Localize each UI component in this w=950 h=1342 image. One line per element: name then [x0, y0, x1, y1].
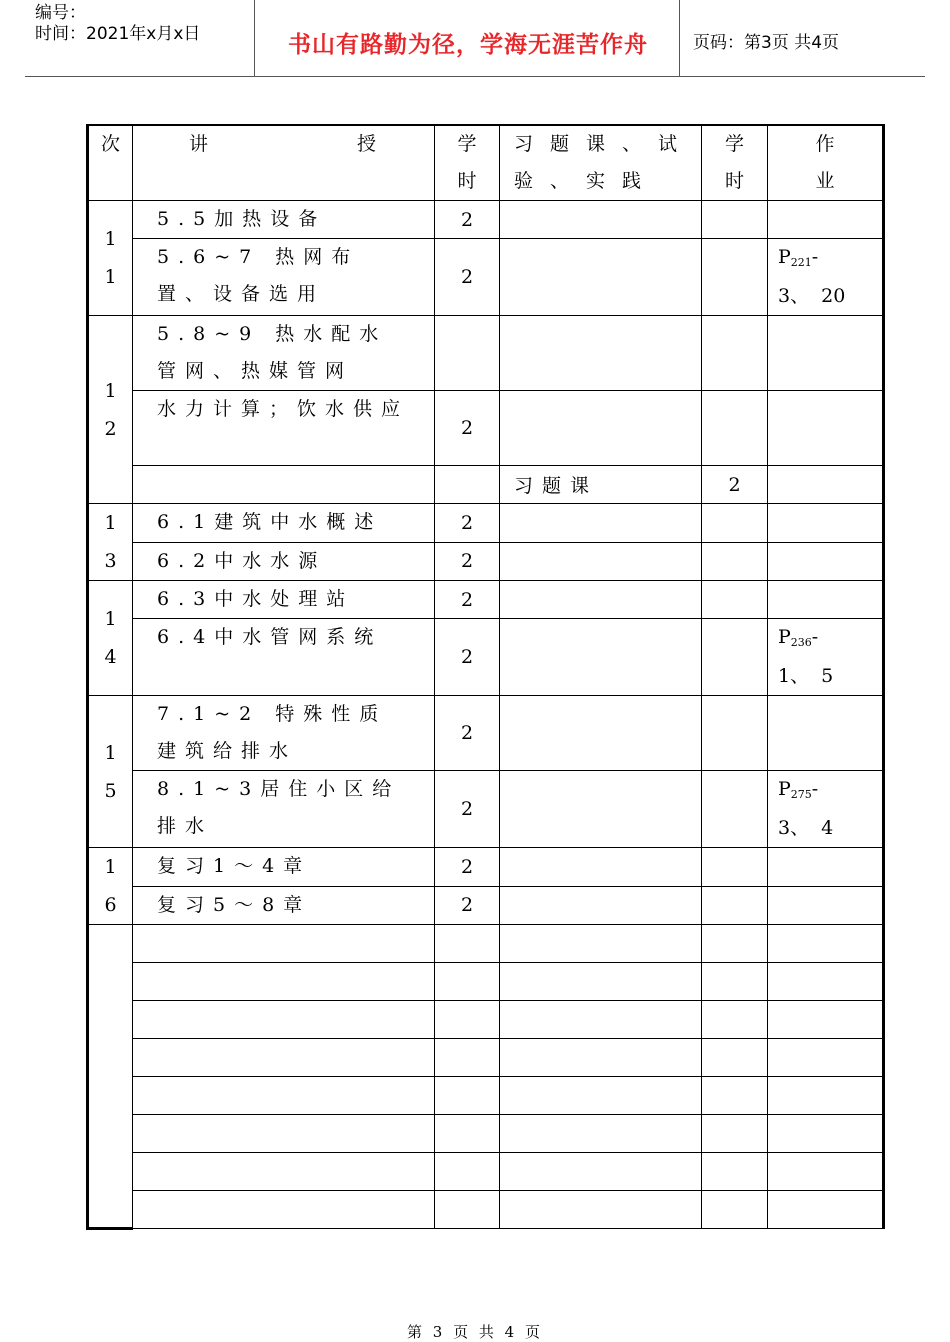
- header-practice-hours-char: 时: [724, 170, 744, 192]
- hours-cell: [435, 1191, 500, 1229]
- header-lecture-char: 授: [356, 133, 376, 155]
- practice-cell: [500, 1153, 702, 1191]
- header-practice-hours: [702, 125, 768, 201]
- week-number: 11: [104, 228, 117, 288]
- homework-page: 275: [790, 788, 812, 801]
- homework-problems: 3、 4: [778, 817, 834, 839]
- header-practice-char: 课: [585, 133, 605, 155]
- homework-cell: [768, 391, 884, 466]
- week-cell: [88, 696, 133, 848]
- week-number: 14: [104, 608, 117, 668]
- header-practice-char: 试: [657, 133, 677, 155]
- homework-cell: [768, 504, 884, 543]
- hours-cell: [435, 963, 500, 1001]
- hours-cell: [435, 1153, 500, 1191]
- header-practice-char: 践: [621, 170, 641, 192]
- table-row: [88, 1001, 884, 1039]
- practice-hours-cell: [702, 391, 768, 466]
- practice-cell: [500, 886, 702, 925]
- table-row: [88, 771, 884, 848]
- homework-cell: [768, 848, 884, 887]
- practice-hours-cell: [702, 696, 768, 771]
- time-label: 时间：2021年x月x日: [35, 24, 201, 44]
- homework-cell: [768, 316, 884, 391]
- homework-page: 221: [790, 256, 812, 269]
- homework-cell: [768, 1039, 884, 1077]
- lecture-cell: [133, 1039, 435, 1077]
- table-row: [88, 1153, 884, 1191]
- header-page-info: 页码：第3页 共4页: [693, 33, 840, 53]
- hours-cell: [435, 1001, 500, 1039]
- practice-hours-cell: 2: [702, 466, 768, 504]
- practice-cell: [500, 696, 702, 771]
- lecture-cell: 7.1~2 特殊性质建筑给排水: [133, 696, 435, 771]
- table-row: [88, 504, 884, 543]
- header-practice-char: 实: [585, 170, 605, 192]
- table-row: [88, 466, 884, 504]
- homework-cell: [768, 466, 884, 504]
- header-meta: [35, 3, 200, 45]
- hours-cell: [435, 466, 500, 504]
- lecture-cell: [133, 925, 435, 963]
- hours-cell: [435, 1039, 500, 1077]
- hours-cell: 2: [435, 581, 500, 619]
- homework-problems: 3、 20: [778, 285, 846, 307]
- lecture-cell: 水力计算；饮水供应: [133, 391, 435, 466]
- table-row: [88, 619, 884, 696]
- practice-cell: [500, 542, 702, 581]
- table-row: [88, 316, 884, 391]
- homework-cell: [768, 771, 884, 848]
- week-number: 13: [104, 512, 117, 572]
- table-row: [88, 963, 884, 1001]
- practice-cell: [500, 316, 702, 391]
- lecture-cell: 6.2中水水源: [133, 542, 435, 581]
- practice-hours-cell: [702, 1191, 768, 1229]
- week-number: 15: [104, 741, 117, 802]
- practice-hours-cell: [702, 542, 768, 581]
- hours-cell: 2: [435, 542, 500, 581]
- lecture-cell: [133, 1001, 435, 1039]
- lecture-cell: 5.5加热设备: [133, 201, 435, 239]
- header-homework-char: 作: [815, 133, 835, 155]
- practice-hours-cell: [702, 1001, 768, 1039]
- homework-cell: [768, 1153, 884, 1191]
- practice-hours-cell: [702, 886, 768, 925]
- homework-cell: [768, 1115, 884, 1153]
- header-week-text: 次: [100, 133, 120, 155]
- homework-cell: [768, 963, 884, 1001]
- table-row: [88, 886, 884, 925]
- practice-hours-cell: [702, 963, 768, 1001]
- practice-cell: [500, 963, 702, 1001]
- header-motto: 书山有路勤为径，学海无涯苦作舟: [288, 32, 648, 58]
- week-number: 16: [104, 856, 117, 916]
- practice-hours-cell: [702, 1153, 768, 1191]
- lecture-cell: 6.4中水管网系统: [133, 619, 435, 696]
- practice-hours-cell: [702, 504, 768, 543]
- practice-cell: [500, 581, 702, 619]
- practice-cell: [500, 1001, 702, 1039]
- week-cell: [88, 848, 133, 925]
- table-row: [88, 581, 884, 619]
- practice-cell: [500, 925, 702, 963]
- header-practice-char: 验: [514, 170, 534, 192]
- header-lecture-char: 讲: [189, 133, 209, 155]
- homework-prefix: P: [778, 246, 791, 268]
- practice-hours-cell: [702, 848, 768, 887]
- lecture-cell: 复习1～4章: [133, 848, 435, 887]
- homework-dash: -: [811, 246, 819, 268]
- hours-cell: 2: [435, 619, 500, 696]
- table-row: [88, 1191, 884, 1229]
- header-hours-char: 时: [457, 170, 477, 192]
- practice-hours-cell: [702, 239, 768, 316]
- homework-cell: [768, 925, 884, 963]
- lecture-cell: 6.1建筑中水概述: [133, 504, 435, 543]
- lecture-cell: 6.3中水处理站: [133, 581, 435, 619]
- table-row: [88, 1039, 884, 1077]
- week-cell: [88, 925, 133, 1229]
- hours-cell: 2: [435, 771, 500, 848]
- table-row: [88, 201, 884, 239]
- practice-hours-cell: [702, 925, 768, 963]
- header-week: [88, 125, 133, 201]
- homework-cell: [768, 696, 884, 771]
- week-cell: [88, 316, 133, 504]
- homework-cell: [768, 1077, 884, 1115]
- hours-cell: [435, 1077, 500, 1115]
- lecture-cell: 复习5～8章: [133, 886, 435, 925]
- homework-cell: [768, 1191, 884, 1229]
- table-row: [88, 542, 884, 581]
- practice-cell: [500, 239, 702, 316]
- table-row: [88, 848, 884, 887]
- homework-cell: [768, 542, 884, 581]
- homework-page: 236: [790, 636, 812, 649]
- page-footer: 第 3 页 共 4 页: [407, 1323, 543, 1341]
- week-cell: [88, 201, 133, 316]
- practice-cell: [500, 771, 702, 848]
- homework-cell: [768, 619, 884, 696]
- table-row: [88, 925, 884, 963]
- lecture-cell: [133, 1115, 435, 1153]
- practice-hours-cell: [702, 581, 768, 619]
- hours-cell: [435, 925, 500, 963]
- header-practice: [500, 125, 702, 201]
- practice-hours-cell: [702, 201, 768, 239]
- hours-cell: 2: [435, 504, 500, 543]
- week-number: 12: [104, 379, 117, 440]
- homework-cell: [768, 201, 884, 239]
- page-header: [25, 0, 925, 77]
- homework-prefix: P: [778, 778, 791, 800]
- doc-number-label: 编号：: [35, 3, 86, 23]
- practice-hours-cell: [702, 1077, 768, 1115]
- lecture-cell: [133, 1077, 435, 1115]
- schedule-table: [86, 124, 885, 1230]
- header-homework: [768, 125, 884, 201]
- header-practice-char: 、: [549, 170, 569, 192]
- table-row: [88, 1115, 884, 1153]
- header-divider: [254, 0, 255, 76]
- header-practice-char: 习: [514, 133, 534, 155]
- lecture-cell: [133, 466, 435, 504]
- lecture-cell: [133, 963, 435, 1001]
- practice-cell: [500, 1115, 702, 1153]
- week-cell: [88, 581, 133, 696]
- homework-cell: [768, 239, 884, 316]
- practice-hours-cell: [702, 316, 768, 391]
- header-hours: [435, 125, 500, 201]
- practice-cell: 习题课: [500, 466, 702, 504]
- header-homework-char: 业: [815, 170, 835, 192]
- table-row: [88, 391, 884, 466]
- week-cell: [88, 504, 133, 581]
- hours-cell: 2: [435, 239, 500, 316]
- table-header-row: [88, 125, 884, 201]
- practice-cell: [500, 1039, 702, 1077]
- lecture-cell: [133, 1153, 435, 1191]
- hours-cell: [435, 1115, 500, 1153]
- header-lecture: [133, 125, 435, 201]
- homework-dash: -: [811, 778, 819, 800]
- lecture-cell: 8.1~3居住小区给排水: [133, 771, 435, 848]
- header-practice-char: 题: [549, 133, 569, 155]
- hours-cell: 2: [435, 886, 500, 925]
- practice-hours-cell: [702, 1115, 768, 1153]
- homework-dash: -: [811, 626, 819, 648]
- practice-cell: [500, 391, 702, 466]
- practice-cell: [500, 619, 702, 696]
- table-row: [88, 239, 884, 316]
- table-row: [88, 696, 884, 771]
- practice-hours-cell: [702, 771, 768, 848]
- header-practice-hours-char: 学: [724, 133, 744, 155]
- homework-problems: 1、 5: [778, 665, 834, 687]
- practice-cell: [500, 848, 702, 887]
- homework-cell: [768, 1001, 884, 1039]
- hours-cell: 2: [435, 696, 500, 771]
- hours-cell: 2: [435, 848, 500, 887]
- lecture-cell: 5.8~9 热水配水管网、热媒管网: [133, 316, 435, 391]
- header-practice-char: 、: [621, 133, 641, 155]
- practice-cell: [500, 504, 702, 543]
- table-row: [88, 1077, 884, 1115]
- practice-cell: [500, 201, 702, 239]
- practice-hours-cell: [702, 1039, 768, 1077]
- hours-cell: 2: [435, 201, 500, 239]
- practice-cell: [500, 1191, 702, 1229]
- practice-cell: [500, 1077, 702, 1115]
- header-divider: [679, 0, 680, 76]
- header-hours-char: 学: [457, 133, 477, 155]
- hours-cell: 2: [435, 391, 500, 466]
- hours-cell: [435, 316, 500, 391]
- homework-prefix: P: [778, 626, 791, 648]
- homework-cell: [768, 886, 884, 925]
- homework-cell: [768, 581, 884, 619]
- lecture-cell: 5.6~7 热网布置、设备选用: [133, 239, 435, 316]
- lecture-cell: [133, 1191, 435, 1229]
- practice-hours-cell: [702, 619, 768, 696]
